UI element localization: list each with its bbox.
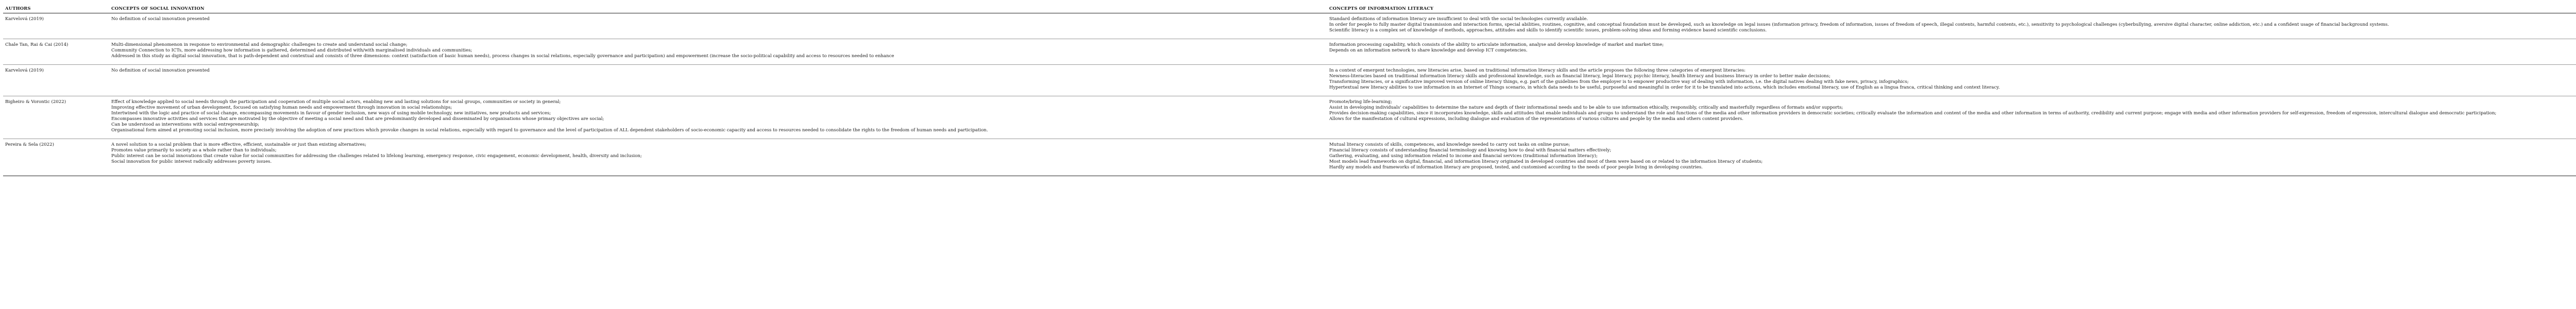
info-line: Hypertextual new literacy abilities to use information in an Internet of Things scenario, in which data needs to be useful, purposeful and meaningful in order for it to be translated into actions, which includes emotional literacy, use of English as a lingua franca, critical thinking and context literacy. (1329, 85, 2000, 90)
info-line: Mutual literacy consists of skills, competences, and knowledge needed to carry out tasks on online pursue; (1329, 142, 1570, 147)
author-cell (3, 13, 109, 39)
table-body (3, 13, 2576, 176)
info-line: Standard definitions of information literacy are insufficient to deal with the social technologies currently available. (1329, 16, 1588, 22)
table-row (3, 13, 2576, 39)
social-line: No definition of social innovation presented (111, 16, 210, 22)
author-cell (3, 65, 109, 96)
author-name: Chale Tan, Rai & Cai (2014) (5, 42, 69, 47)
social-line: Social innovation for public interest radically addresses poverty issues. (111, 159, 272, 164)
social-line: Improving effective movement of urban development, focused on satisfying human needs and empowerment through innovation in social relationships; (111, 105, 452, 110)
social-line: Public interest can be social innovations that create value for social communities for addressing the challenges related to lifelong learning, emergency response, civic engagement, economic development, health, diversity and inclusion; (111, 153, 642, 159)
table-row (3, 96, 2576, 139)
social-innovation-cell (109, 13, 1327, 39)
header-information-literacy: CONCEPTS OF INFORMATION LITERACY (1327, 5, 2576, 13)
social-line: No definition of social innovation presented (111, 68, 210, 73)
info-line: Provides decision-making capabilities, since it incorporates knowledge, skills and attitudes that enable individuals and groups to understand the role and functions of the media and other information providers in democratic societies; critically evaluate the information and content of the media and other information in terms of authority, credibility and current purpose; engage with media and other information providers for self-expression, freedom of expression, intercultural dialogue and democratic participation; (1329, 111, 2497, 116)
social-line: A novel solution to a social problem that is more effective, efficient, sustainable or just than existing alternatives; (111, 142, 366, 147)
info-line: Information processing capability, which consists of the ability to articulate information, analyse and develop knowledge of market and market time; (1329, 42, 1664, 47)
social-line: Multi-dimensional phenomenon in response to environmental and demographic challenges to create and understand social change; (111, 42, 408, 47)
author-cell (3, 39, 109, 65)
info-line: Depends on an information network to share knowledge and develop ICT competencies. (1329, 48, 1528, 53)
social-line: Can be understood as interventions with social entrepreneurship; (111, 122, 260, 127)
info-line: Financial literacy consists of understanding financial terminology and knowing how to deal with financial matters effectively; (1329, 148, 1612, 153)
information-literacy-cell (1327, 39, 2576, 65)
information-literacy-cell (1327, 13, 2576, 39)
information-literacy-cell (1327, 139, 2576, 176)
literature-table (3, 5, 2576, 176)
social-innovation-cell (109, 65, 1327, 96)
social-line: Promotes value primarily to society as a whole rather than to individuals; (111, 148, 277, 153)
info-line: Gathering, evaluating, and using information related to income and financial services (traditional information literacy); (1329, 153, 1598, 159)
table-row (3, 139, 2576, 176)
table-row (3, 65, 2576, 96)
info-line: Assist in developing individuals' capabilities to determine the nature and depth of their informational needs and to be able to use information ethically, responsibly, critically and masterfully regardless of formats and/or supports; (1329, 105, 1843, 110)
info-line: Transforming literacies, or a significative improved version of online literacy things, e.g. part of the guidelines from the employer is to empower productive way of dealing with information, i.e. the digital natives dealing with fake news, privacy, infographics; (1329, 79, 1909, 84)
header-social-innovation: CONCEPTS OF SOCIAL INNOVATION (109, 5, 1327, 13)
author-name: Bigheiro & Vorontic (2022) (5, 99, 66, 105)
info-line: Promote/bring life-learning; (1329, 99, 1392, 105)
information-literacy-cell (1327, 65, 2576, 96)
social-line: Intertwined with the logic and practice of social change, encompassing movements in favour of gender inclusion, new ways of using mobile technology, new initiatives, new products and services; (111, 111, 551, 116)
table-header-row (3, 5, 2576, 13)
author-cell (3, 96, 109, 139)
info-line: Allows for the manifestation of cultural expressions, including dialogue and evaluation of the representations of various cultures and people by the media and others content providers. (1329, 116, 1744, 122)
social-innovation-cell (109, 39, 1327, 65)
social-line: Organisational form aimed at promoting social inclusion, more precisely involving the adoption of new practices which provoke changes in social relations, especially with regard to governance and the level of participation of ALL dependent stakeholders of socio-economic capacity and access to resources needed to consolidate the rights to the freedom of human needs and participation. (111, 128, 988, 133)
info-line: Hardly any models and frameworks of information literacy are proposed, tested, and customised according to the needs of poor people living in developing countries. (1329, 165, 1703, 170)
information-literacy-cell (1327, 96, 2576, 139)
info-line: Scientific literacy is a complex set of knowledge of methods, approaches, attitudes and skills to identify scientific issues, problem-solving ideas and forming evidence based scientific conclusions. (1329, 28, 1767, 33)
header-authors: AUTHORS (3, 5, 109, 13)
social-line: Encompasses innovative activities and services that are motivated by the objective of meeting a social need and that are predominantly developed and disseminated by organisations whose primary objectives are social; (111, 116, 604, 122)
social-line: Addressed in this study as digital social innovation, that is path-dependent and contextual and consists of three dimensions: context (satisfaction of basic human needs), process changes in social relations, especially governance and participation) and empowerment (increase the socio-political capability and access to resources needed to enhance (111, 54, 894, 59)
author-cell (3, 139, 109, 176)
social-innovation-cell (109, 96, 1327, 139)
author-name: Karvelová (2019) (5, 68, 44, 73)
info-line: In a context of emergent technologies, new literacies arise, based on traditional information literacy skills and the article proposes the following three categories of emergent literacies: (1329, 68, 1746, 73)
info-line: Most models lead frameworks on digital, financial, and information literacy originated in developed countries and most of them were based on or related to the information literacy of students; (1329, 159, 1763, 164)
author-name: Pereira & Sela (2022) (5, 142, 54, 147)
author-name: Karvelová (2019) (5, 16, 44, 22)
info-line: Newness-literacies based on traditional information literacy skills and professional knowledge, such as financial literacy, legal literacy, psychic literacy, health literacy and business literacy in order to better make decisions; (1329, 74, 1831, 79)
social-line: Community Connection to ICTs, more addressing how information is gathered, determined and distributed with/with marginalised individuals and communities; (111, 48, 472, 53)
table-row (3, 39, 2576, 65)
social-innovation-cell (109, 139, 1327, 176)
info-line: In order for people to fully master digital transmission and interaction forms, special abilities, routines, cognitive, and conceptual foundation must be developed, such as knowledge on legal issues (information privacy, freedom of information, issues of freedom of speech, illegal contents, harmful contents, etc.), sensitivity to psychological challenges (cyberbullying, aversive digital character, online addiction, etc.) and a confident usage of financial background systems. (1329, 22, 2389, 27)
social-line: Effect of knowledge applied to social needs through the participation and cooperation of multiple social actors, enabling new and lasting solutions for social groups, communities or society in general; (111, 99, 561, 105)
